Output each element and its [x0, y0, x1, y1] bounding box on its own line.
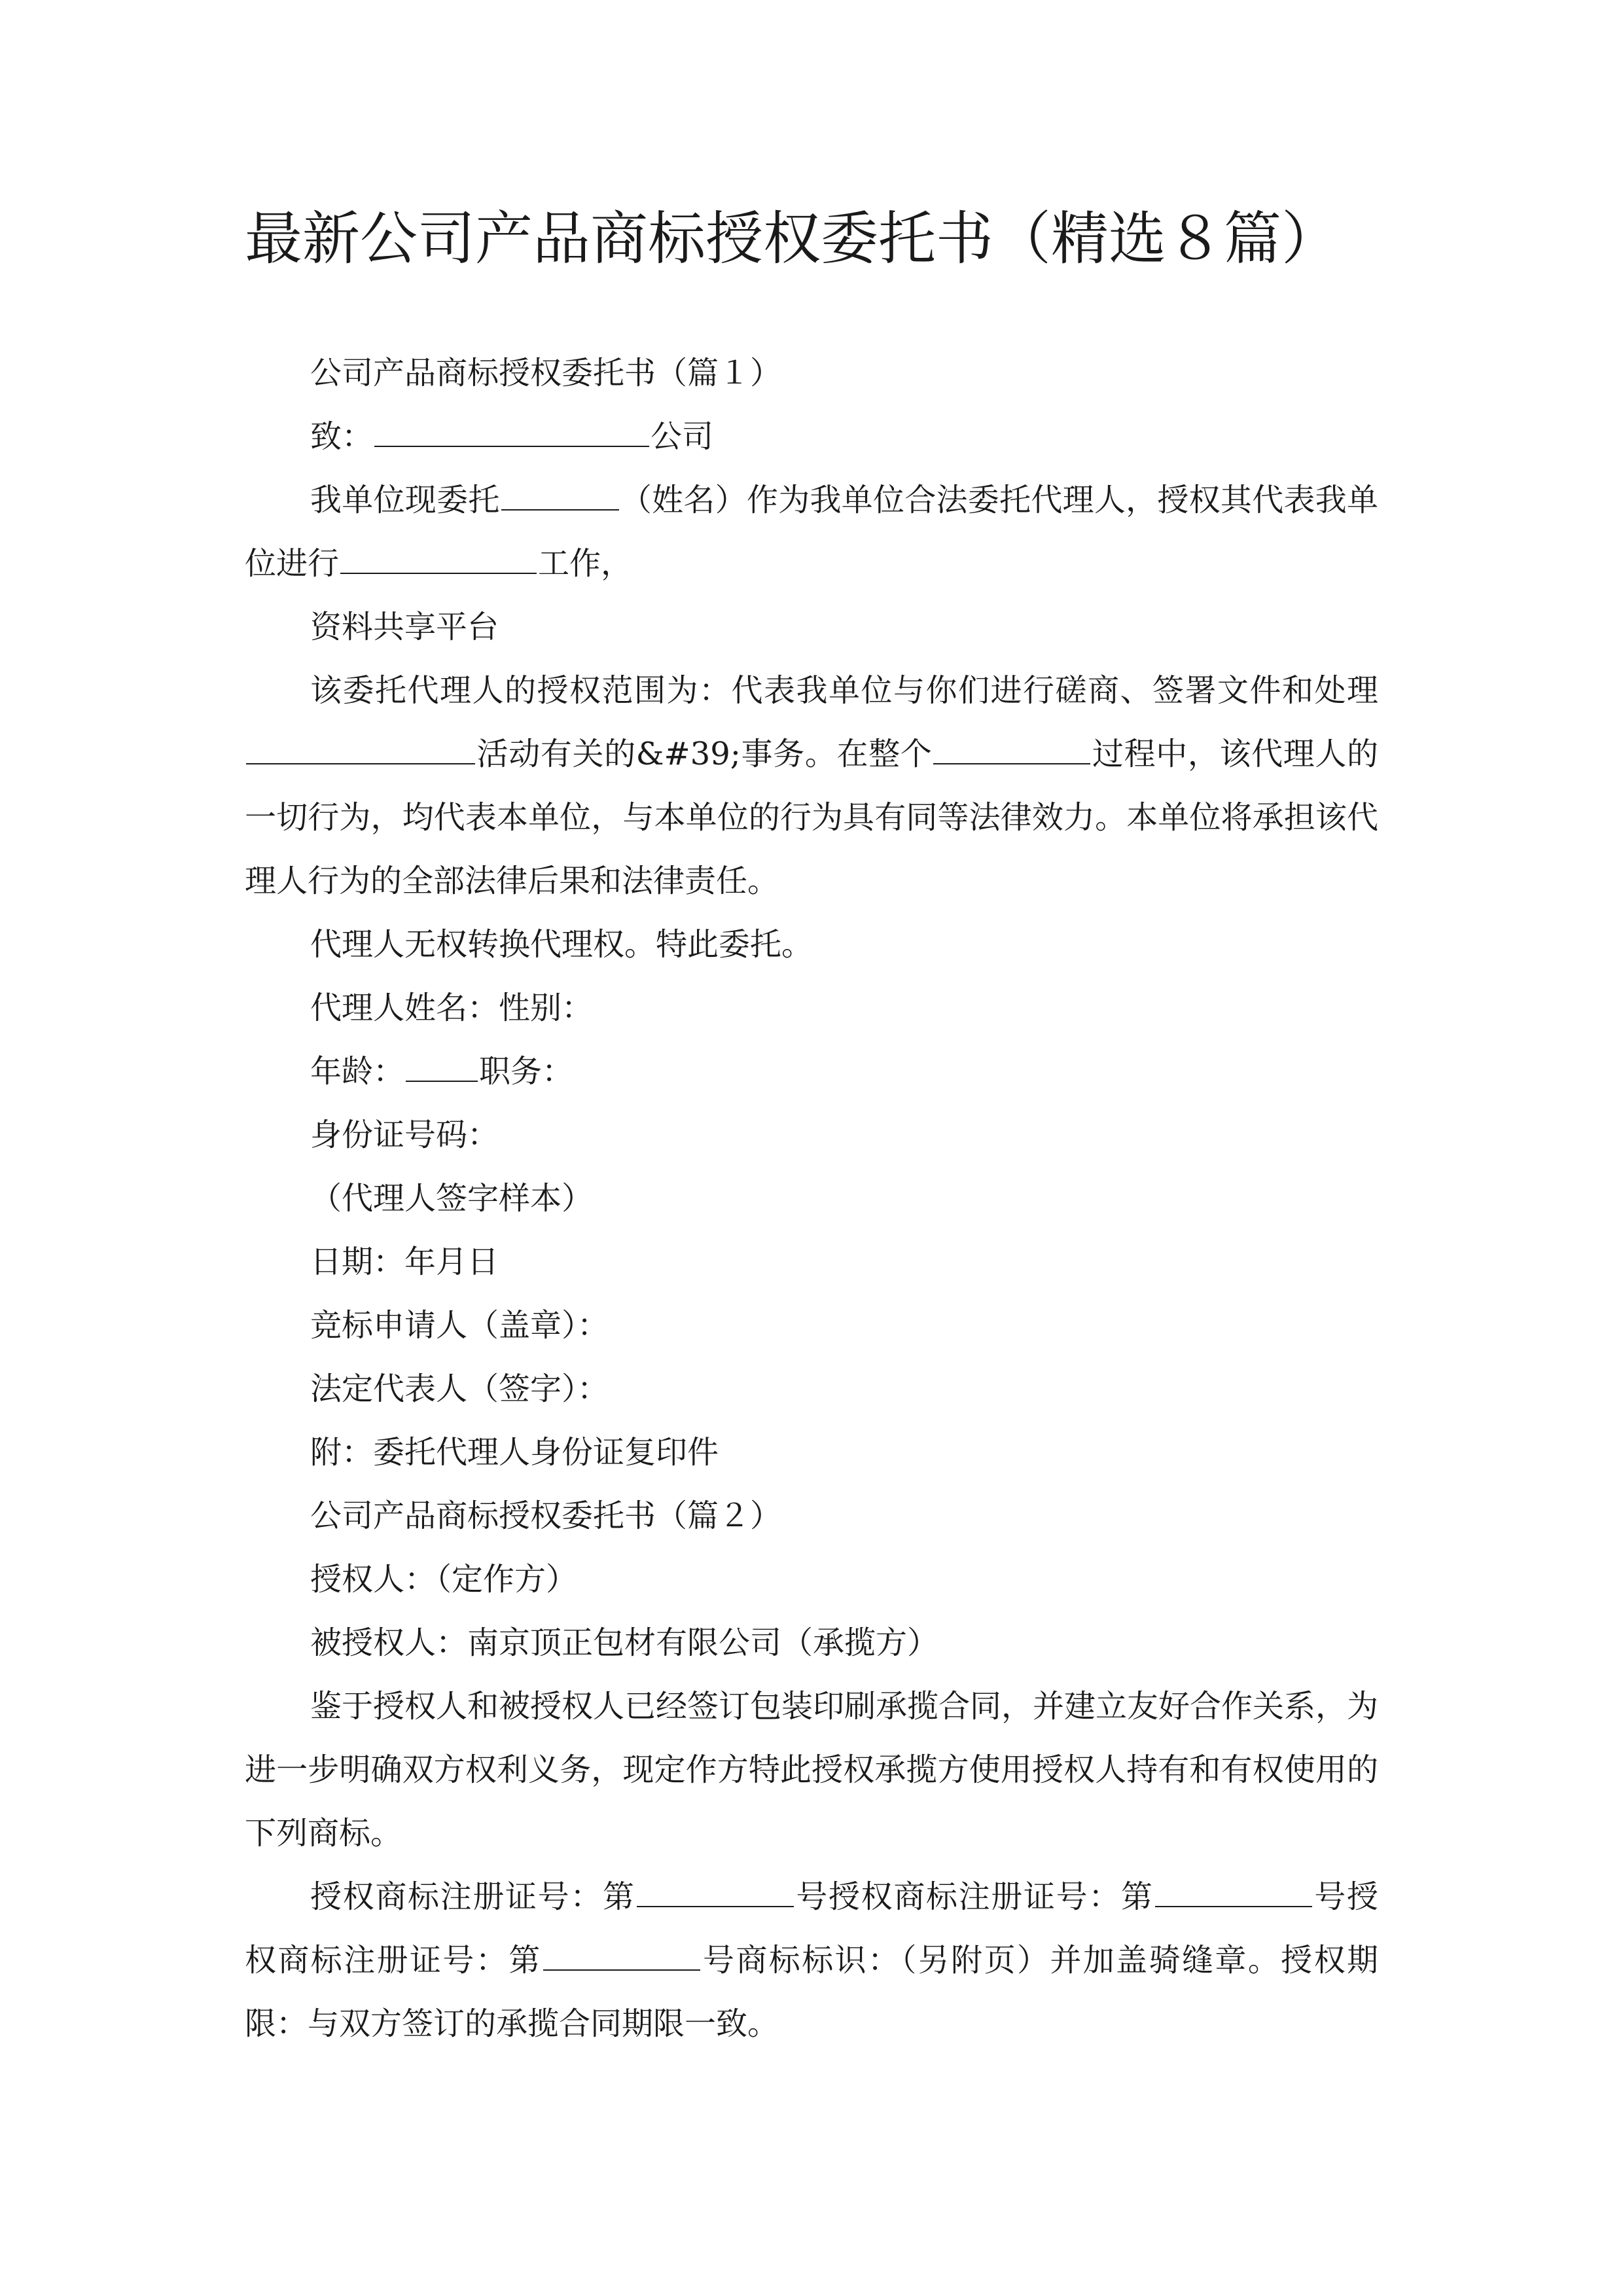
date-line: 日期：年月日 — [310, 1244, 499, 1280]
agent-age-position — [245, 1040, 1378, 1103]
legal-rep-line: 法定代表人（签字）： — [310, 1371, 609, 1407]
work-blank — [340, 573, 537, 574]
recital-paragraph: 鉴于授权人和被授权人已经签订包装印刷承揽合同，并建立友好合作关系，为进一步明确双方权利义务，现定作方特此授权承揽方使用授权人持有和有权使用的下列商标。 — [245, 1688, 1379, 1852]
delegation-paragraph — [245, 469, 1378, 596]
grantee-line: 被授权人：南京顶正包材有限公司（承揽方） — [310, 1624, 939, 1661]
no-transfer-clause: 代理人无权转换代理权。特此委托。 — [310, 926, 813, 963]
reg-no-blank-3 — [543, 1969, 700, 1971]
bidder-seal-line: 竞标申请人（盖章）： — [310, 1307, 609, 1344]
addressee-blank — [374, 446, 649, 447]
addressee-prefix: 致： — [310, 418, 374, 455]
delegation-text-b: （姓名）作为我单位合法委托代理人，授权其代表我单位进行 — [245, 482, 1378, 582]
trademark-text-d: 号商标标识：（另附页）并加盖骑缝章。授权期限：与双方签订的承揽合同期限一致。 — [245, 1942, 1378, 2042]
name-blank — [501, 509, 619, 511]
addressee-suffix: 公司 — [651, 418, 714, 455]
section-heading-1: 公司产品商标授权委托书（篇１） — [310, 355, 782, 391]
scope-text-b: 活动有关的&#39;事务。在整个 — [476, 736, 933, 772]
document-body — [245, 342, 1378, 2056]
delegation-text-c: 工作， — [538, 545, 633, 582]
section-heading-2: 公司产品商标授权委托书（篇２） — [310, 1498, 782, 1534]
scope-text-a: 该委托代理人的授权范围为：代表我单位与你们进行磋商、签署文件和处理 — [310, 672, 1378, 709]
reg-no-blank-2 — [1155, 1906, 1312, 1907]
attachment-note: 附：委托代理人身份证复印件 — [310, 1434, 719, 1471]
id-number-line: 身份证号码： — [310, 1117, 499, 1153]
trademark-text-a: 授权商标注册证号：第 — [310, 1878, 635, 1915]
reg-no-blank-1 — [637, 1906, 794, 1907]
addressee-line — [245, 405, 1378, 469]
trademark-paragraph — [245, 1865, 1378, 2056]
activity-blank — [246, 763, 475, 764]
trademark-text-c: 号授权商标注册证号：第 — [245, 1878, 1378, 1979]
process-blank — [933, 763, 1090, 764]
agent-name-gender: 代理人姓名：性别： — [310, 990, 594, 1026]
document-title: 最新公司产品商标授权委托书（精选８篇） — [245, 205, 1340, 272]
scope-text-c: 过程中，该代理人的一切行为，均代表本单位，与本单位的行为具有同等法律效力。本单位将承担该代理人行为的全部法律后果和法律责任。 — [245, 736, 1378, 899]
trademark-text-b: 号授权商标注册证号：第 — [794, 1878, 1154, 1915]
scope-paragraph — [245, 659, 1378, 913]
age-blank — [406, 1081, 478, 1082]
grantor-line: 授权人：（定作方） — [310, 1561, 578, 1598]
delegation-text-a: 我单位现委托 — [310, 482, 500, 518]
signature-sample-line: （代理人签字样本） — [310, 1180, 594, 1217]
source-note: 资料共享平台 — [310, 609, 499, 645]
age-label: 年龄： — [310, 1053, 405, 1090]
position-label: 职务： — [479, 1053, 574, 1090]
